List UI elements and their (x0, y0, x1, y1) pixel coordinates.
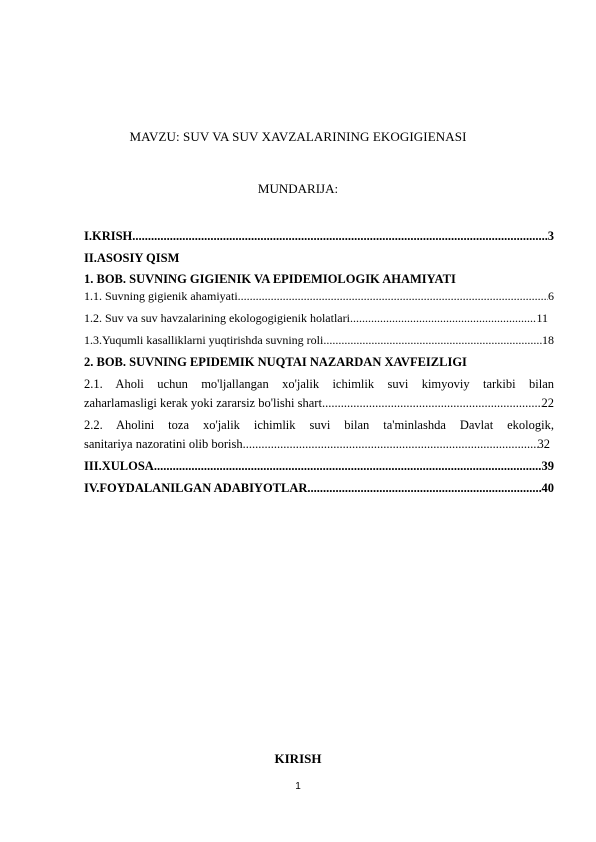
toc-entry-label: 1.1. Suvning gigienik ahamiyati (84, 289, 238, 303)
toc-page-number: 40 (541, 481, 554, 495)
toc-section-asosiy: II.ASOSIY QISM (84, 251, 180, 265)
toc-entry-kirish[interactable] (84, 227, 554, 246)
toc-entry-label-line1: 2.2. Aholini toza xo'jalik ichimlik suvi bilan ta'minlashda Davlat ekologik, (84, 418, 554, 432)
toc-entry-2-2[interactable] (84, 416, 554, 454)
toc-page-number: 11 (536, 311, 548, 325)
table-of-contents (84, 227, 554, 501)
toc-entry-1-3[interactable] (84, 331, 554, 350)
toc-leader-dots (350, 309, 536, 328)
toc-page-number: 22 (541, 396, 554, 410)
toc-page-number: 32 (537, 437, 550, 451)
toc-entry-xulosa[interactable] (84, 457, 554, 476)
toc-leader-dots (323, 331, 542, 350)
toc-leader-dots (243, 435, 538, 454)
toc-entry-label: III.XULOSA (84, 459, 154, 473)
toc-entry-line2 (84, 394, 554, 413)
toc-entry-1-2[interactable] (84, 309, 548, 328)
toc-page-number: 39 (541, 459, 554, 473)
toc-entry-label: IV.FOYDALANILGAN ADABIYOTLAR (84, 481, 308, 495)
toc-leader-dots (307, 479, 541, 498)
contents-heading: MUNDARIJA: (257, 181, 339, 196)
toc-page-number: 3 (547, 229, 554, 243)
toc-entry-label-line1: 2.1. Aholi uchun mo'ljallangan xo'jalik ichimlik suvi kimyoviy tarkibi bilan (84, 377, 554, 391)
toc-entry-2-1[interactable] (84, 375, 554, 413)
toc-entry-1-1[interactable] (84, 287, 554, 305)
document-title: MAVZU: SUV VA SUV XAVZALARINING EKOGIGIENASI (129, 129, 467, 144)
toc-entry-adabiyot[interactable] (84, 479, 554, 498)
toc-leader-dots (322, 394, 542, 413)
section-heading-kirish: KIRISH (274, 751, 322, 766)
toc-entry-label: 1.3.Yuqumli kasalliklarni yuqtirishda suvning roli (84, 333, 324, 347)
page-number: 1 (295, 781, 301, 792)
toc-page-number: 6 (548, 289, 554, 303)
toc-chapter-2: 2. BOB. SUVNING EPIDEMIK NUQTAI NAZARDAN XAVFEIZLIGI (84, 355, 467, 369)
toc-chapter-1: 1. BOB. SUVNING GIGIENIK VA EPIDEMIOLOGIK AHAMIYATI (84, 272, 456, 286)
toc-entry-label: 1.2. Suv va suv havzalarining ekologogigienik holatlari (84, 311, 350, 325)
toc-entry-label: I.KRISH (84, 229, 133, 243)
toc-entry-label-line2: zaharlamasligi kerak yoki zararsiz bo'lishi shart (84, 396, 322, 410)
toc-leader-dots (132, 227, 547, 246)
toc-entry-label-line2: sanitariya nazoratini olib borish (84, 437, 243, 451)
toc-leader-dots (154, 457, 542, 476)
toc-leader-dots (238, 287, 548, 305)
toc-entry-line2 (84, 435, 550, 454)
toc-page-number: 18 (542, 333, 554, 347)
